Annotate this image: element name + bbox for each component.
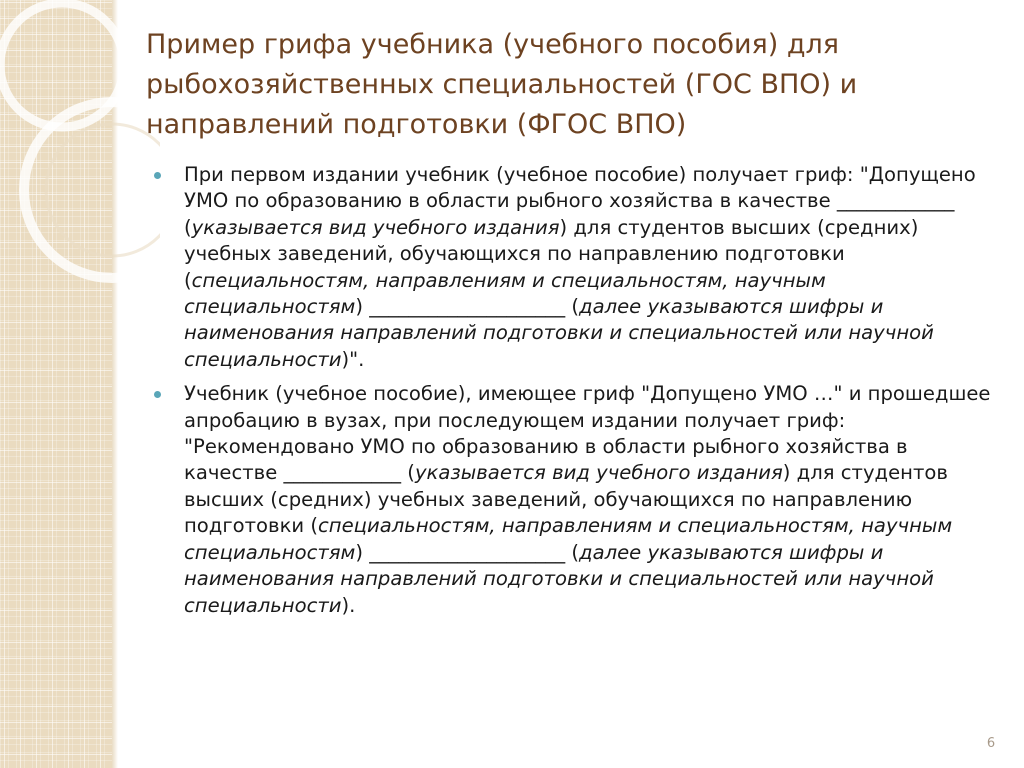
text-segment: ).: [341, 593, 356, 617]
bullet-icon: [154, 391, 161, 398]
text-segment: ) для студентов высших (средних) учебных заведений, обучающихся по направлению подготовки (: [184, 461, 948, 538]
text-segment: )".: [341, 347, 365, 371]
text-segment: При первом издании учебник (учебное пособие) получает гриф: "Допущено УМО по образованию в области рыбного хозяйства в качестве ____________ (: [184, 163, 976, 239]
text-segment: ) для студентов высших (средних) учебных заведений, обучающихся по направлению подготовки (: [184, 215, 919, 292]
text-segment-italic: далее указываются шифры и наименования направлений подготовки и специальностей или научной специальности: [184, 295, 934, 371]
text-segment: Учебник (учебное пособие), имеющее гриф "Допущено УМО …" и прошедшее апробацию в вузах, при последующем издании получает гриф: "Рекомендовано УМО по образованию в области рыбного хозяйства в качестве ____________ (: [184, 382, 991, 485]
page-number: 6: [986, 736, 996, 751]
text-segment: ) ____________________ (: [355, 295, 580, 319]
bullet-icon: [154, 172, 161, 179]
text-segment-italic: специальностям, направлениям и специальностям, научным специальностям: [184, 514, 953, 564]
text-segment-italic: специальностям, направлениям и специальностям, научным специальностям: [184, 268, 826, 319]
bullet-item: [146, 162, 1006, 373]
slide-title: Пример грифа учебника (учебного пособия) для рыбохозяйственных специальностей (ГОС ВПО) и направлений подготовки (ФГОС ВПО): [146, 29, 858, 140]
bullet-item: [146, 381, 1006, 619]
text-segment-italic: указывается вид учебного издания: [414, 461, 783, 485]
text-segment-italic: указывается вид учебного издания: [191, 215, 560, 239]
bullet-text: [184, 163, 976, 371]
decorative-rings: [0, 0, 160, 320]
text-segment: ) ____________________ (: [355, 540, 580, 564]
text-segment-italic: далее указываются шифры и наименования направлений подготовки и специальностей или научной специальности: [184, 540, 934, 617]
bullet-text: [184, 382, 990, 616]
bullet-list: [146, 162, 1006, 627]
